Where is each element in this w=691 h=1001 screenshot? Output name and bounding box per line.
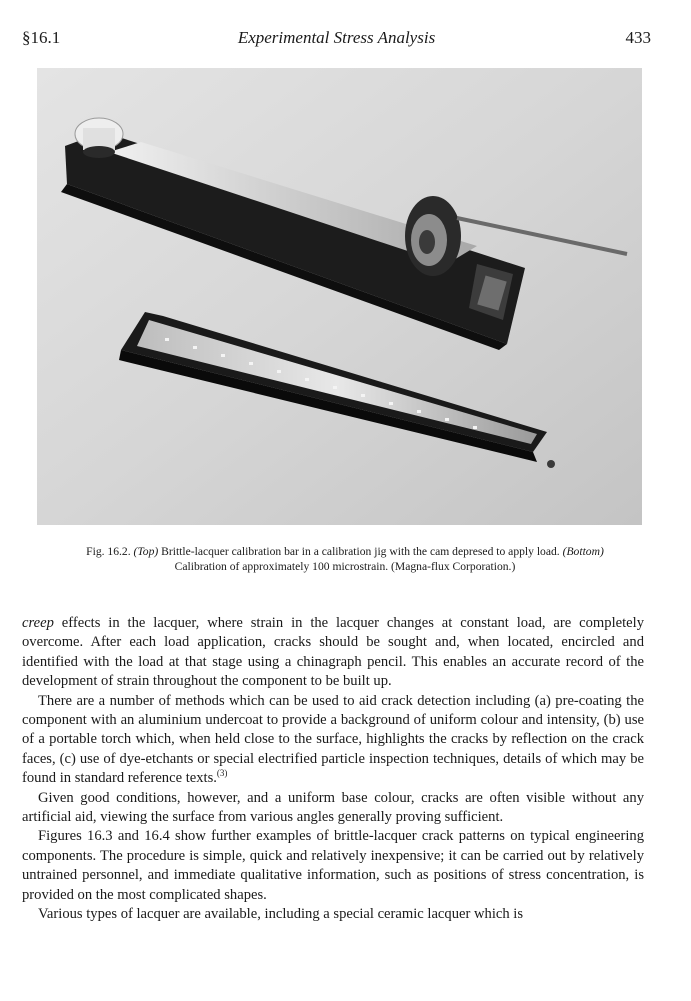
caption-top-tag: (Top) bbox=[133, 545, 159, 558]
caption-label: Fig. 16.2. bbox=[86, 545, 131, 558]
paragraph bbox=[22, 692, 644, 789]
paragraph: Figures 16.3 and 16.4 show further examples of brittle-lacquer crack patterns on typical engineering components. The procedure is simple, quick and relatively inexpensive; it can be carried out by relatively untrained personnel, and immediate qualitative information, such as positions of stress concentration, is provided on the most complicated shapes. bbox=[22, 828, 644, 903]
caption-bottom-tag: (Bottom) bbox=[562, 545, 604, 558]
reference-marker: (3) bbox=[216, 768, 228, 779]
section-number: §16.1 bbox=[22, 28, 61, 47]
caption-bottom-text: Calibration of approximately 100 microstrain. (Magna-flux Corporation.) bbox=[174, 560, 516, 573]
body-text bbox=[22, 614, 644, 925]
page-number: 433 bbox=[625, 28, 651, 47]
running-title: Experimental Stress Analysis bbox=[237, 28, 436, 47]
paragraph bbox=[22, 614, 644, 692]
paragraph-text: There are a number of methods which can be used to aid crack detection including (a) pre-coating the component with an aluminium undercoat to provide a background of uniform colour and intensity, (b) use of a portable torch which, when held close to the surface, highlights the cracks by reflection on the crack faces, (c) use of dye-etchants or special electrified particle inspection techniques, details of which may be found in standard reference texts. bbox=[22, 692, 644, 787]
calibration-jig-photo bbox=[37, 68, 642, 525]
figure-caption bbox=[70, 544, 620, 574]
caption-top-text: Brittle-lacquer calibration bar in a calibration jig with the cam depresed to apply load. bbox=[161, 545, 560, 558]
italic-term: creep bbox=[22, 615, 54, 631]
paragraph-text: effects in the lacquer, where strain in the lacquer changes at constant load, are completely overcome. After each load application, cracks should be sought and, when located, encircled and identified with the load at that stage using a chinagraph pencil. This enables an accurate record of the development of strain throughout the component to be built up. bbox=[22, 615, 644, 690]
figure-photo bbox=[37, 68, 642, 525]
paragraph: Given good conditions, however, and a uniform base colour, cracks are often visible without any artificial aid, viewing the surface from various angles generally proving sufficient. bbox=[22, 789, 644, 826]
running-header bbox=[22, 28, 651, 52]
paragraph: Various types of lacquer are available, including a special ceramic lacquer which is bbox=[38, 906, 524, 923]
